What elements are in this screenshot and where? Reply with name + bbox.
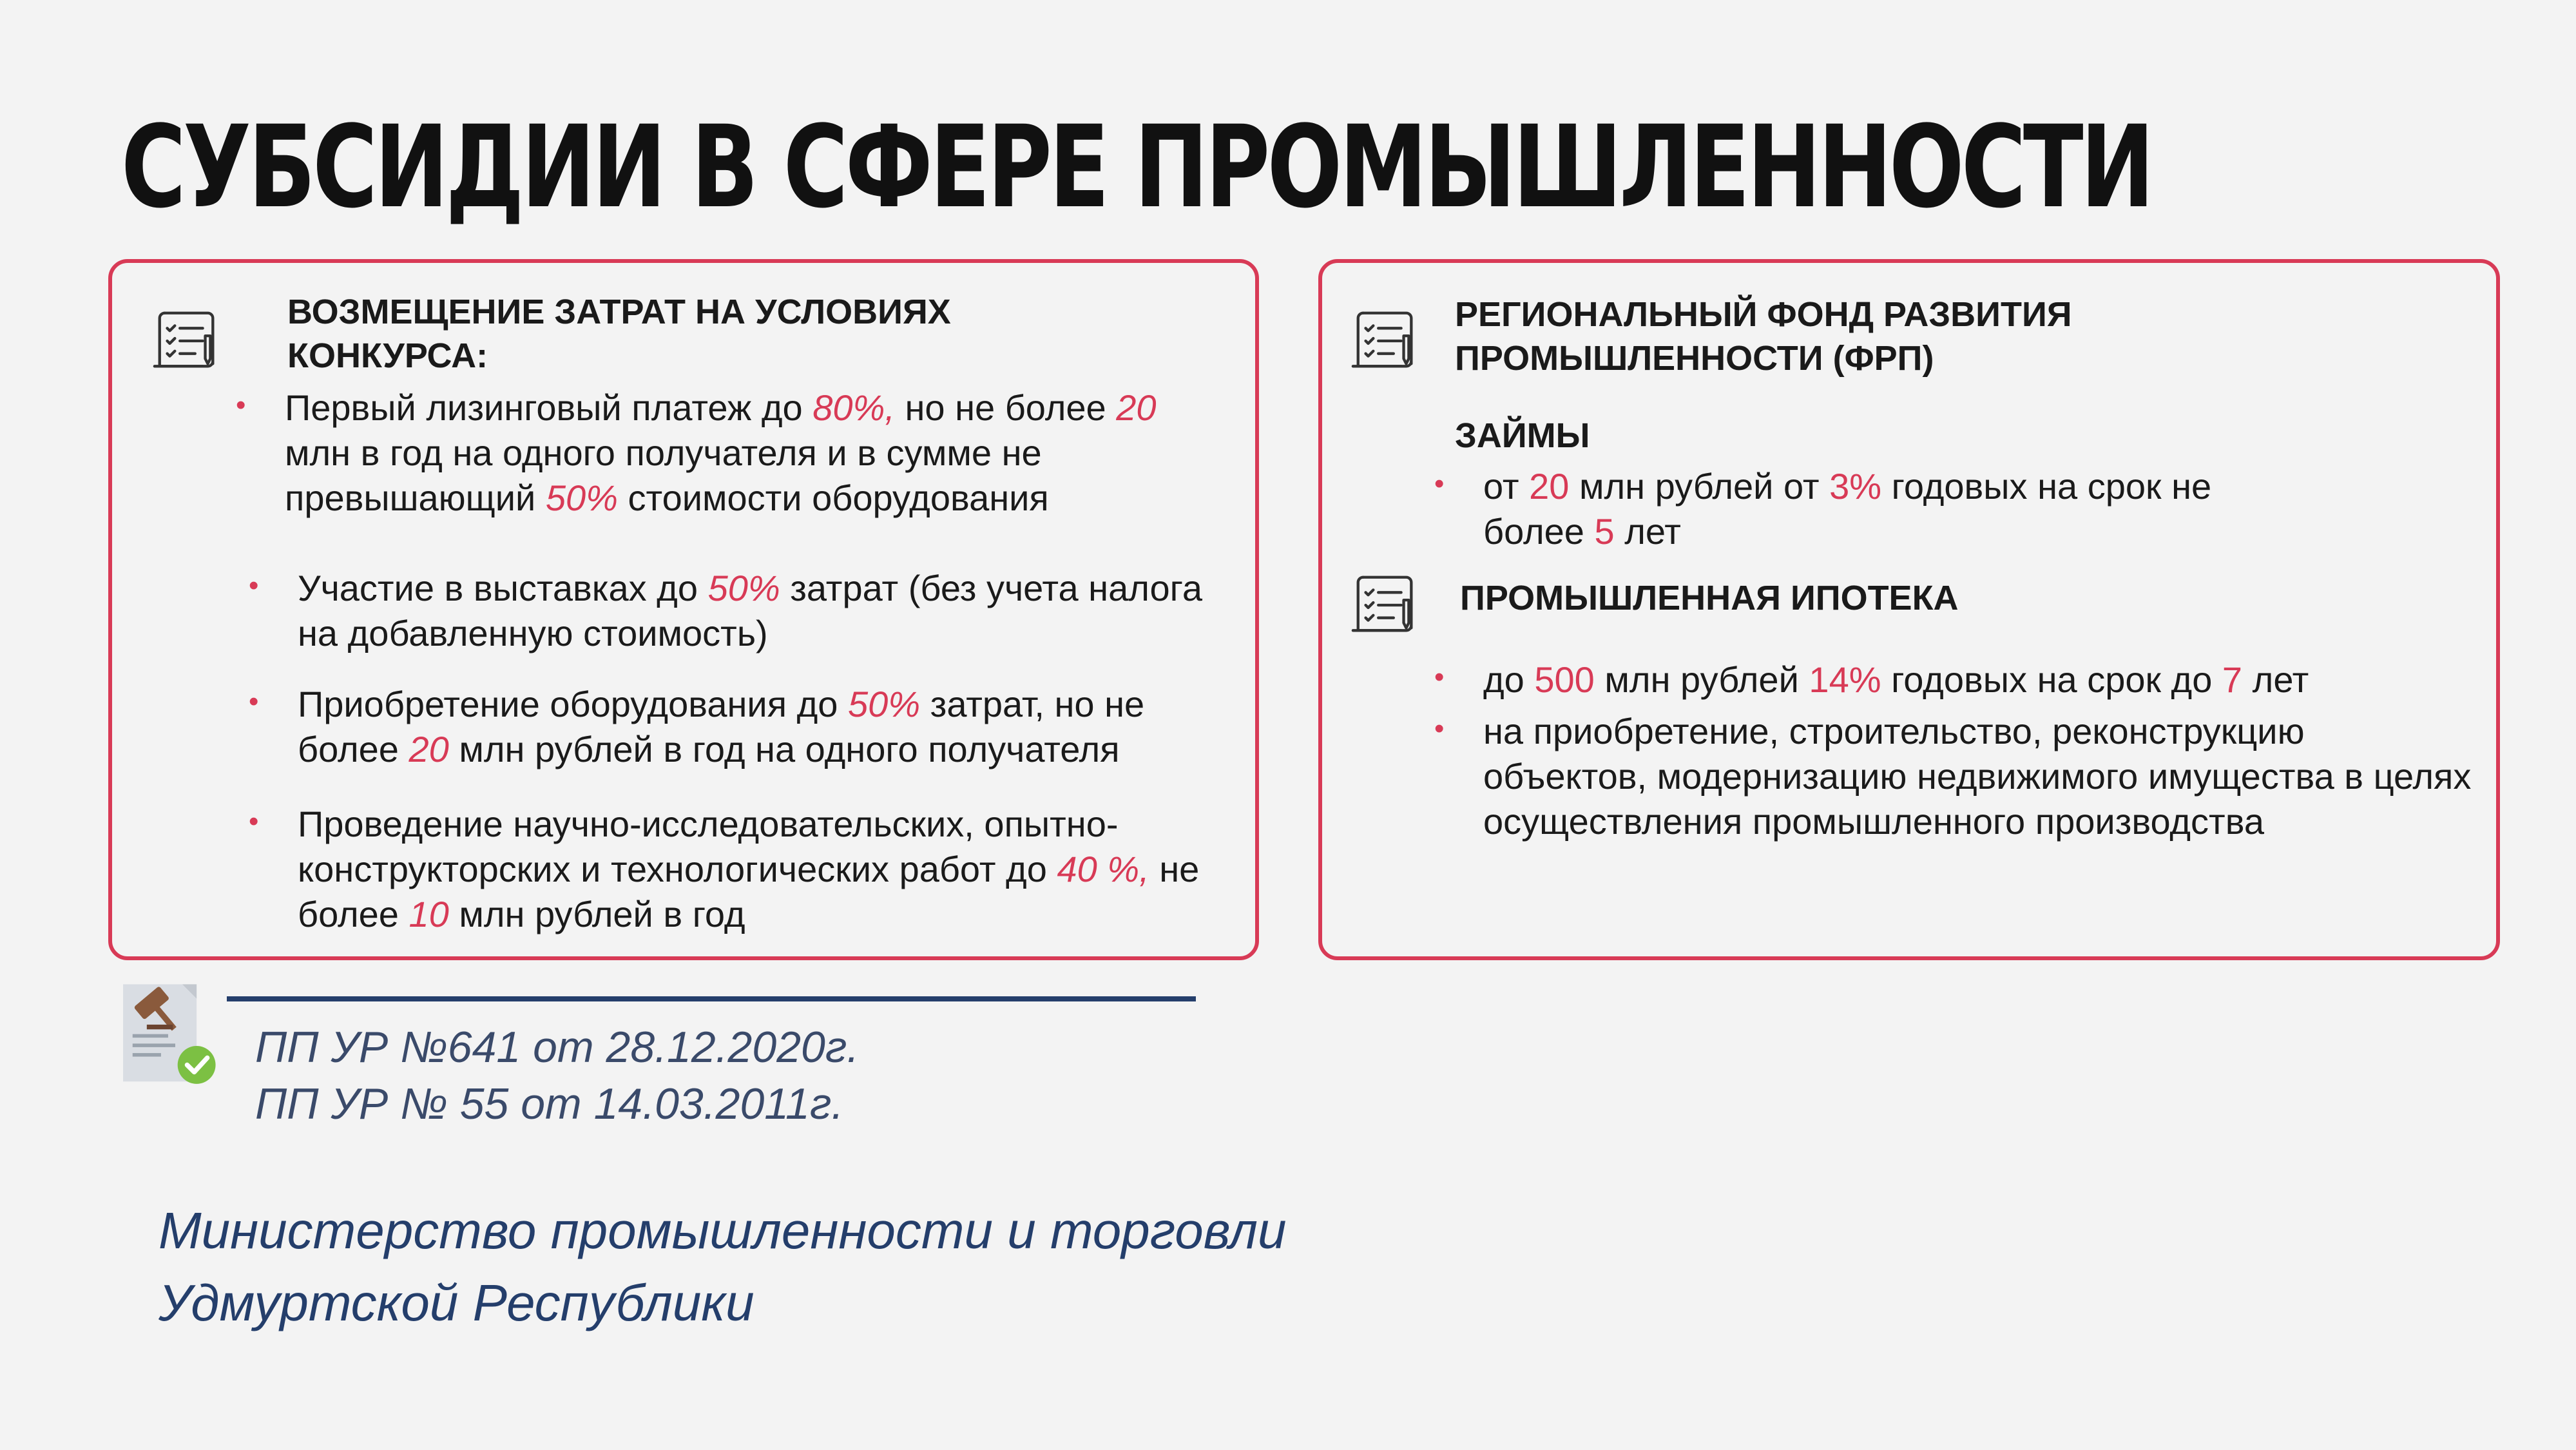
bullet-icon: • <box>236 389 246 421</box>
list-item: Участие в выставках до 50% затрат (без учета налога на добавленную стоимость) <box>298 568 1203 653</box>
bullet-icon: • <box>1434 468 1445 499</box>
list-item: на приобретение, строительство, реконструкцию объектов, модернизацию недвижимого имущества в целях осуществления промышленного производства <box>1483 711 2472 842</box>
document-checklist-icon <box>149 303 226 379</box>
page-title: СУБСИДИИ В СФЕРЕ ПРОМЫШЛЕННОСТИ <box>121 101 2152 233</box>
bullet-icon: • <box>249 686 259 717</box>
list-item: Приобретение оборудования до 50% затрат, но не более 20 млн рублей в год на одного получателя <box>298 684 1145 769</box>
ministry-line-1: Министерство промышленности и торговли <box>159 1202 1287 1259</box>
bullet-icon: • <box>249 570 259 601</box>
law-document-approved-icon <box>116 980 235 1098</box>
bullet-icon: • <box>249 806 259 837</box>
divider-line <box>227 996 1196 1001</box>
list-item: Первый лизинговый платеж до 80%, но не более 20 млн в год на одного получателя и в сумме не превышающий 50% стоимости оборудования <box>285 387 1157 518</box>
list-item: Проведение научно-исследовательских, опытно-конструкторских и технологических работ до 40 %, не более 10 млн рублей в год <box>298 804 1200 934</box>
list-item: от 20 млн рублей от 3% годовых на срок не более 5 лет <box>1483 466 2212 552</box>
decree-line-1: ПП УР №641 от 28.12.2020г. <box>255 1023 860 1072</box>
list-item: до 500 млн рублей 14% годовых на срок до 7 лет <box>1483 659 2309 700</box>
loans-heading: ЗАЙМЫ <box>1455 416 1590 455</box>
document-checklist-icon <box>1348 303 1424 379</box>
right-card-heading: РЕГИОНАЛЬНЫЙ ФОНД РАЗВИТИЯ ПРОМЫШЛЕННОСТИ (ФРП) <box>1455 295 2072 378</box>
left-card-heading: ВОЗМЕЩЕНИЕ ЗАТРАТ НА УСЛОВИЯХ КОНКУРСА: <box>287 293 951 375</box>
mortgage-heading: ПРОМЫШЛЕННАЯ ИПОТЕКА <box>1460 579 1959 617</box>
ministry-line-2: Удмуртской Республики <box>159 1274 755 1331</box>
bullet-icon: • <box>1434 661 1445 693</box>
decree-line-2: ПП УР № 55 от 14.03.2011г. <box>255 1079 844 1128</box>
document-checklist-icon <box>1348 567 1424 643</box>
bullet-icon: • <box>1434 713 1445 744</box>
